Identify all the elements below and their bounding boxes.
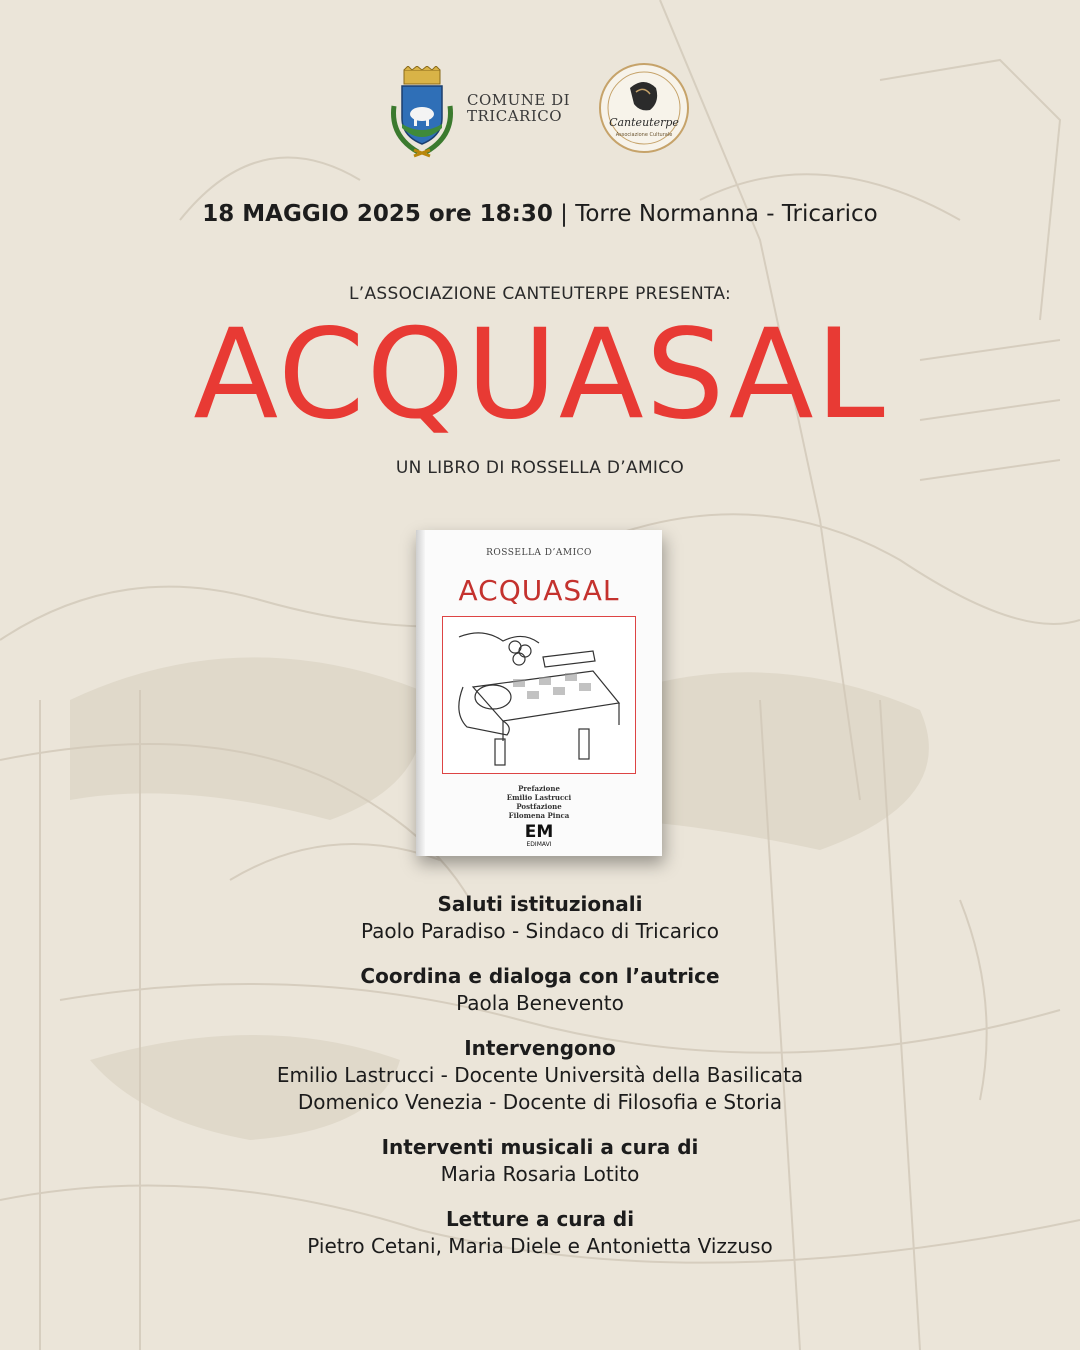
event-separator: | (560, 201, 568, 227)
cover-illustration (442, 616, 636, 774)
cover-credits (416, 784, 662, 820)
table-illustration-icon (443, 617, 635, 773)
program-section (0, 1205, 1080, 1260)
section-heading: Coordina e dialoga con l’autrice (360, 964, 720, 988)
event-date-location (0, 201, 1080, 227)
section-line: Paolo Paradiso - Sindaco di Tricarico (361, 919, 719, 943)
municipality-line2: TRICARICO (467, 107, 563, 125)
cover-preface-label: Prefazione (518, 784, 560, 793)
program-section (0, 1133, 1080, 1188)
program-section (0, 962, 1080, 1017)
header-logos (0, 60, 1080, 160)
publisher-name: EDIMAVI (526, 841, 552, 848)
municipality-name (467, 92, 570, 124)
cover-author: ROSSELLA D’AMICO (486, 548, 592, 558)
book-cover (416, 530, 662, 856)
event-date-time: 18 MAGGIO 2025 ore 18:30 (202, 201, 553, 227)
cover-postface-name: Filomena Pinca (508, 811, 570, 820)
program-section (0, 1034, 1080, 1116)
section-heading: Interventi musicali a cura di (381, 1135, 699, 1159)
section-line: Paola Benevento (456, 991, 624, 1015)
section-line: Pietro Cetani, Maria Diele e Antonietta Vizzuso (307, 1234, 773, 1258)
section-line: Emilio Lastrucci - Docente Università della Basilicata (276, 1063, 804, 1087)
municipality-line1: COMUNE DI (467, 91, 571, 109)
cover-postface-label: Postfazione (516, 802, 562, 811)
section-heading: Saluti istituzionali (437, 892, 643, 916)
program (0, 890, 1080, 1277)
canteuterpe-logo (598, 62, 690, 154)
logo-name: Canteuterpe (609, 116, 679, 129)
book-title-headline: ACQUASAL (193, 303, 887, 447)
municipality-crest-icon (386, 66, 458, 158)
cover-preface-name: Emilio Lastrucci (506, 793, 572, 802)
publisher-mark: EM (524, 822, 554, 842)
logo-subtitle: Associazione Culturale (615, 132, 673, 138)
section-line: Domenico Venezia - Docente di Filosofia e Storia (297, 1090, 783, 1114)
program-section (0, 890, 1080, 945)
section-heading: Letture a cura di (445, 1207, 635, 1231)
book-byline: UN LIBRO DI ROSSELLA D’AMICO (395, 458, 685, 478)
section-heading: Intervengono (464, 1036, 616, 1060)
event-location: Torre Normanna - Tricarico (575, 201, 878, 227)
cover-title: ACQUASAL (458, 574, 620, 607)
section-line: Maria Rosaria Lotito (440, 1162, 640, 1186)
presents-line: L’ASSOCIAZIONE CANTEUTERPE PRESENTA: (349, 284, 731, 304)
